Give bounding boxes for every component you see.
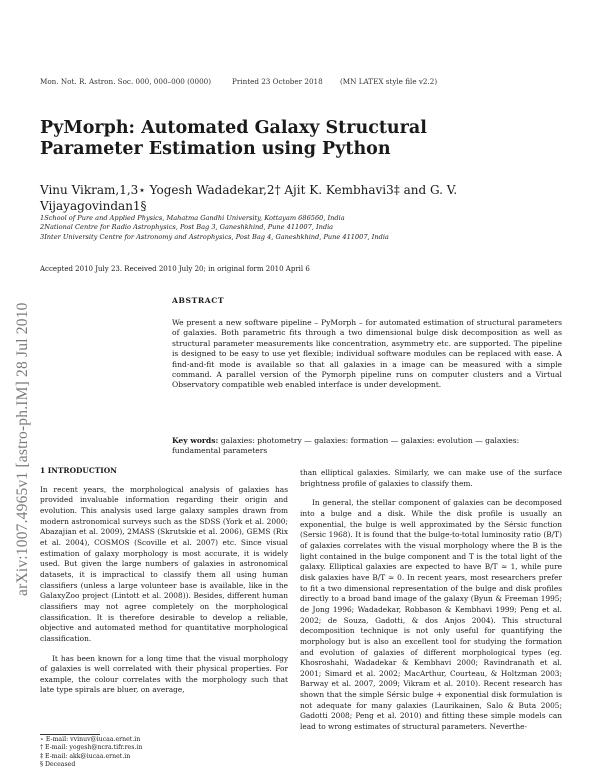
intro-paragraph-4: In general, the stellar component of galaxies can be decomposed into a bulge and a disk. While the disk profile is usually an exponential, the bulge is well approximated by the Sérsic function (Sersic 1968). It is found that the bulge-to-total luminosity ratio (B/T) of galaxies correlates with the visual morphology where the B is the light contained in the bulge component and T is the total light of the galaxy. Elliptical galaxies are expected to have B/T ≃ 1, while pure disk galaxies have B/T ≃ 0. In recent years, most researchers prefer to fit a two dimensional representation of the bulge and disk profiles directly to a broad band image of the galaxy (Byun & Freeman 1995; de Jong 1996; Wadadekar, Robbason & Kembhavi 1999; Peng et al. 2002; de Souza, Gadotti, & dos Anjos 2004). This structural decomposition technique is not only useful for quantifying the morphology but is also an excellent tool for studying the formation and evolution of galaxies of different morphological types (eg. Khosroshahi, Wadadekar & Kembhavi 2000; Ravindranath et al. 2001; Simard et al. 2002; MacArthur, Courteau, & Holtzman 2003; Barway et al. 2007, 2009; Vikram et al. 2010). Recent research has shown that the simple Sérsic bulge + exponential disk formulation is not adequate for many galaxies (Laurikainen, Salo & Buta 2005; Gadotti 2008; Peng et al. 2010) and fitting these simple models can lead to wrong estimates of structural parameters. Neverthe-: [300, 498, 562, 732]
style-file-note: (MN LATEX style file v2.2): [340, 77, 438, 86]
journal-reference: Mon. Not. R. Astron. Soc. 000, 000–000 (0000): [40, 77, 212, 86]
footnotes: [40, 736, 142, 770]
paper-title: PyMorph: Automated Galaxy Structural Parameter Estimation using Python: [40, 118, 427, 159]
abstract-heading: ABSTRACT: [172, 296, 225, 305]
section-heading-introduction: 1 INTRODUCTION: [40, 466, 117, 475]
footnote-rule: [40, 734, 100, 735]
left-column: [40, 466, 288, 696]
intro-paragraph-1: In recent years, the morphological analysis of galaxies has provided invaluable information regarding their origin and evolution. This analysis used large galaxy samples drawn from modern astronomical surveys such as the SDSS (York et al. 2000; Abazajian et al. 2009), 2MASS (Skrutskie et al. 2006), GEMS (Rix et al. 2004), COSMOS (Scoville et al. 2007) etc. Since visual estimation of galaxy morphology is most accurate, it is widely used. But given the large numbers of galaxies in astronomical datasets, it is impractical to classify them all using human classifiers (unless a large volunteer base is available, like in the GalaxyZoo project (Lintott et al. 2008)). Besides, different human classifiers may not agree completely on the morphological classification. It is therefore desirable to develop a reliable, objective and automated method for quantitative morphological classification.: [40, 484, 288, 643]
footnote-2: † E-mail: yogesh@ncra.tifr.res.in: [40, 744, 143, 752]
printed-date: Printed 23 October 2018: [232, 77, 323, 86]
author-list: Vinu Vikram,1,3⋆ Yogesh Wadadekar,2† Ajit K. Kembhavi3‡ and G. V. Vijayagovindan1§: [40, 183, 458, 213]
footnote-1: ⋆ E-mail: vvinuv@iucaa.ernet.in: [40, 736, 141, 743]
affiliation-3: 3Inter University Centre for Astronomy and Astrophysics, Post Bag 4, Ganeshkhind, Pune 411007, India: [40, 232, 389, 241]
affiliation-2: 2National Centre for Radio Astrophysics, Post Bag 3, Ganeshkhind, Pune 411007, India: [40, 223, 334, 232]
right-column: [300, 468, 562, 733]
arxiv-identifier: arXiv:1007.4965v1 [astro-ph.IM] 28 Jul 2010: [14, 302, 31, 596]
submission-dates: Accepted 2010 July 23. Received 2010 July 20; in original form 2010 April 6: [40, 265, 310, 273]
arxiv-stamp: [14, 196, 32, 596]
footnote-4: § Deceased: [40, 761, 76, 769]
keywords-label: Key words:: [172, 436, 219, 445]
affiliation-1: 1School of Pure and Applied Physics, Mahatma Gandhi University, Kottayam 686560, India: [40, 214, 345, 222]
footnote-3: ‡ E-mail: akk@iucaa.ernet.in: [40, 752, 131, 760]
affiliations: [40, 214, 560, 242]
abstract-text: We present a new software pipeline – PyMorph – for automated estimation of structural parameters of galaxies. Both parametric fits through a two dimensional bulge disk decomposition as well as structural parameter measurements like concentration, asymmetry etc. are supported. The pipeline is designed to be easy to use yet flexible; individual software modules can be replaced with ease. A find-and-fit mode is available so that all galaxies in a image can be measured with a simple command. A parallel version of the Pymorph pipeline runs on computer clusters and a Virtual Observatory compatible web enabled interface is under development.: [172, 318, 562, 390]
keywords: [172, 436, 562, 457]
keywords-list: galaxies: photometry — galaxies: formation — galaxies: evolution — galaxies: fundamental parameters: [172, 436, 520, 456]
intro-paragraph-3: than elliptical galaxies. Similarly, we can make use of the surface brightness profile of galaxies to classify them.: [300, 468, 562, 488]
intro-paragraph-2: It has been known for a long time that the visual morphology of galaxies is well correlated with their physical properties. For example, the colour correlates with the morphology such that late type spirals are bluer, on average,: [40, 653, 288, 695]
